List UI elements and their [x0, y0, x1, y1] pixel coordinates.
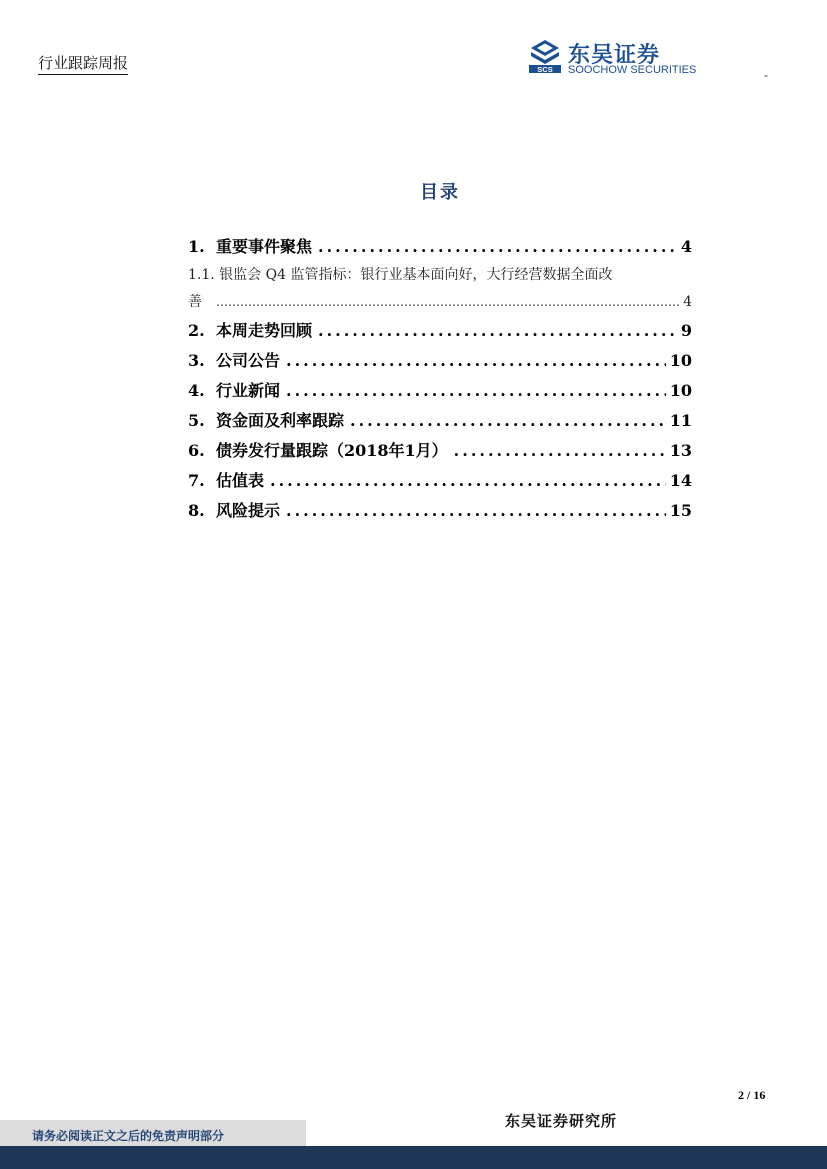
toc-item-6[interactable]	[188, 436, 692, 466]
logo-english-name: SOOCHOW SECURITIES	[568, 64, 697, 76]
toc-dot-leader	[318, 316, 677, 346]
research-institute-name: 东吴证券研究所	[505, 1112, 618, 1130]
corner-mark: -	[764, 68, 768, 82]
toc-item-number: 7.	[188, 471, 205, 490]
toc-item-page: 10	[669, 381, 692, 400]
toc-item-number: 1.	[188, 237, 205, 256]
toc-dot-leader	[454, 436, 666, 466]
toc-item-label: 估值表	[216, 471, 265, 490]
logo-chinese-name: 东吴证券	[568, 43, 661, 68]
toc-dot-leader	[270, 466, 666, 496]
report-type-label: 行业跟踪周报	[38, 52, 128, 75]
toc-item-number: 2.	[188, 321, 205, 340]
logo-mark-icon	[528, 38, 562, 74]
toc-item-5[interactable]	[188, 406, 692, 436]
toc-item-page: 4	[680, 237, 692, 256]
toc-dot-leader	[286, 376, 666, 406]
toc-title: 目录	[420, 182, 460, 203]
footer-bar	[0, 1146, 827, 1169]
toc-item-label: 资金面及利率跟踪	[216, 411, 345, 430]
toc-item-label: 风险提示	[216, 501, 281, 520]
toc-dot-leader	[318, 232, 677, 262]
toc-item-label: 本周走势回顾	[216, 321, 313, 340]
toc-item-7[interactable]	[188, 466, 692, 496]
toc-subitem-label: 银监会 Q4 监管指标：银行业基本面向好，大行经营数据全面改	[219, 267, 613, 283]
table-of-contents	[188, 232, 692, 526]
toc-item-1[interactable]	[188, 232, 692, 262]
toc-item-label: 债券发行量跟踪（2018年1月）	[216, 441, 448, 460]
toc-item-3[interactable]	[188, 346, 692, 376]
toc-item-8[interactable]	[188, 496, 692, 526]
toc-item-number: 5.	[188, 411, 205, 430]
toc-subitem-1-1[interactable]	[188, 262, 692, 316]
toc-item-page: 13	[669, 441, 692, 460]
toc-dot-leader	[216, 289, 681, 316]
toc-item-2[interactable]	[188, 316, 692, 346]
toc-subitem-number: 1.1.	[188, 267, 215, 283]
disclaimer-text: 请务必阅读正文之后的免责声明部分	[32, 1129, 225, 1143]
toc-item-label: 公司公告	[216, 351, 281, 370]
toc-item-label: 行业新闻	[216, 381, 281, 400]
toc-subitem-label-continued: 善	[188, 294, 202, 310]
toc-item-4[interactable]	[188, 376, 692, 406]
toc-item-number: 3.	[188, 351, 205, 370]
toc-item-page: 10	[669, 351, 692, 370]
toc-item-page: 9	[680, 321, 692, 340]
toc-item-page: 15	[669, 501, 692, 520]
toc-item-page: 14	[669, 471, 692, 490]
toc-subitem-page: 4	[683, 294, 692, 310]
toc-item-label: 重要事件聚焦	[216, 237, 313, 256]
toc-item-page: 11	[669, 411, 692, 430]
toc-item-number: 6.	[188, 441, 205, 460]
page-indicator: 2 / 16	[738, 1088, 766, 1102]
toc-dot-leader	[286, 496, 666, 526]
toc-dot-leader	[350, 406, 666, 436]
toc-item-number: 8.	[188, 501, 205, 520]
toc-item-number: 4.	[188, 381, 205, 400]
logo-mark-text: SCS	[537, 65, 553, 74]
toc-dot-leader	[286, 346, 666, 376]
company-logo	[528, 38, 698, 78]
